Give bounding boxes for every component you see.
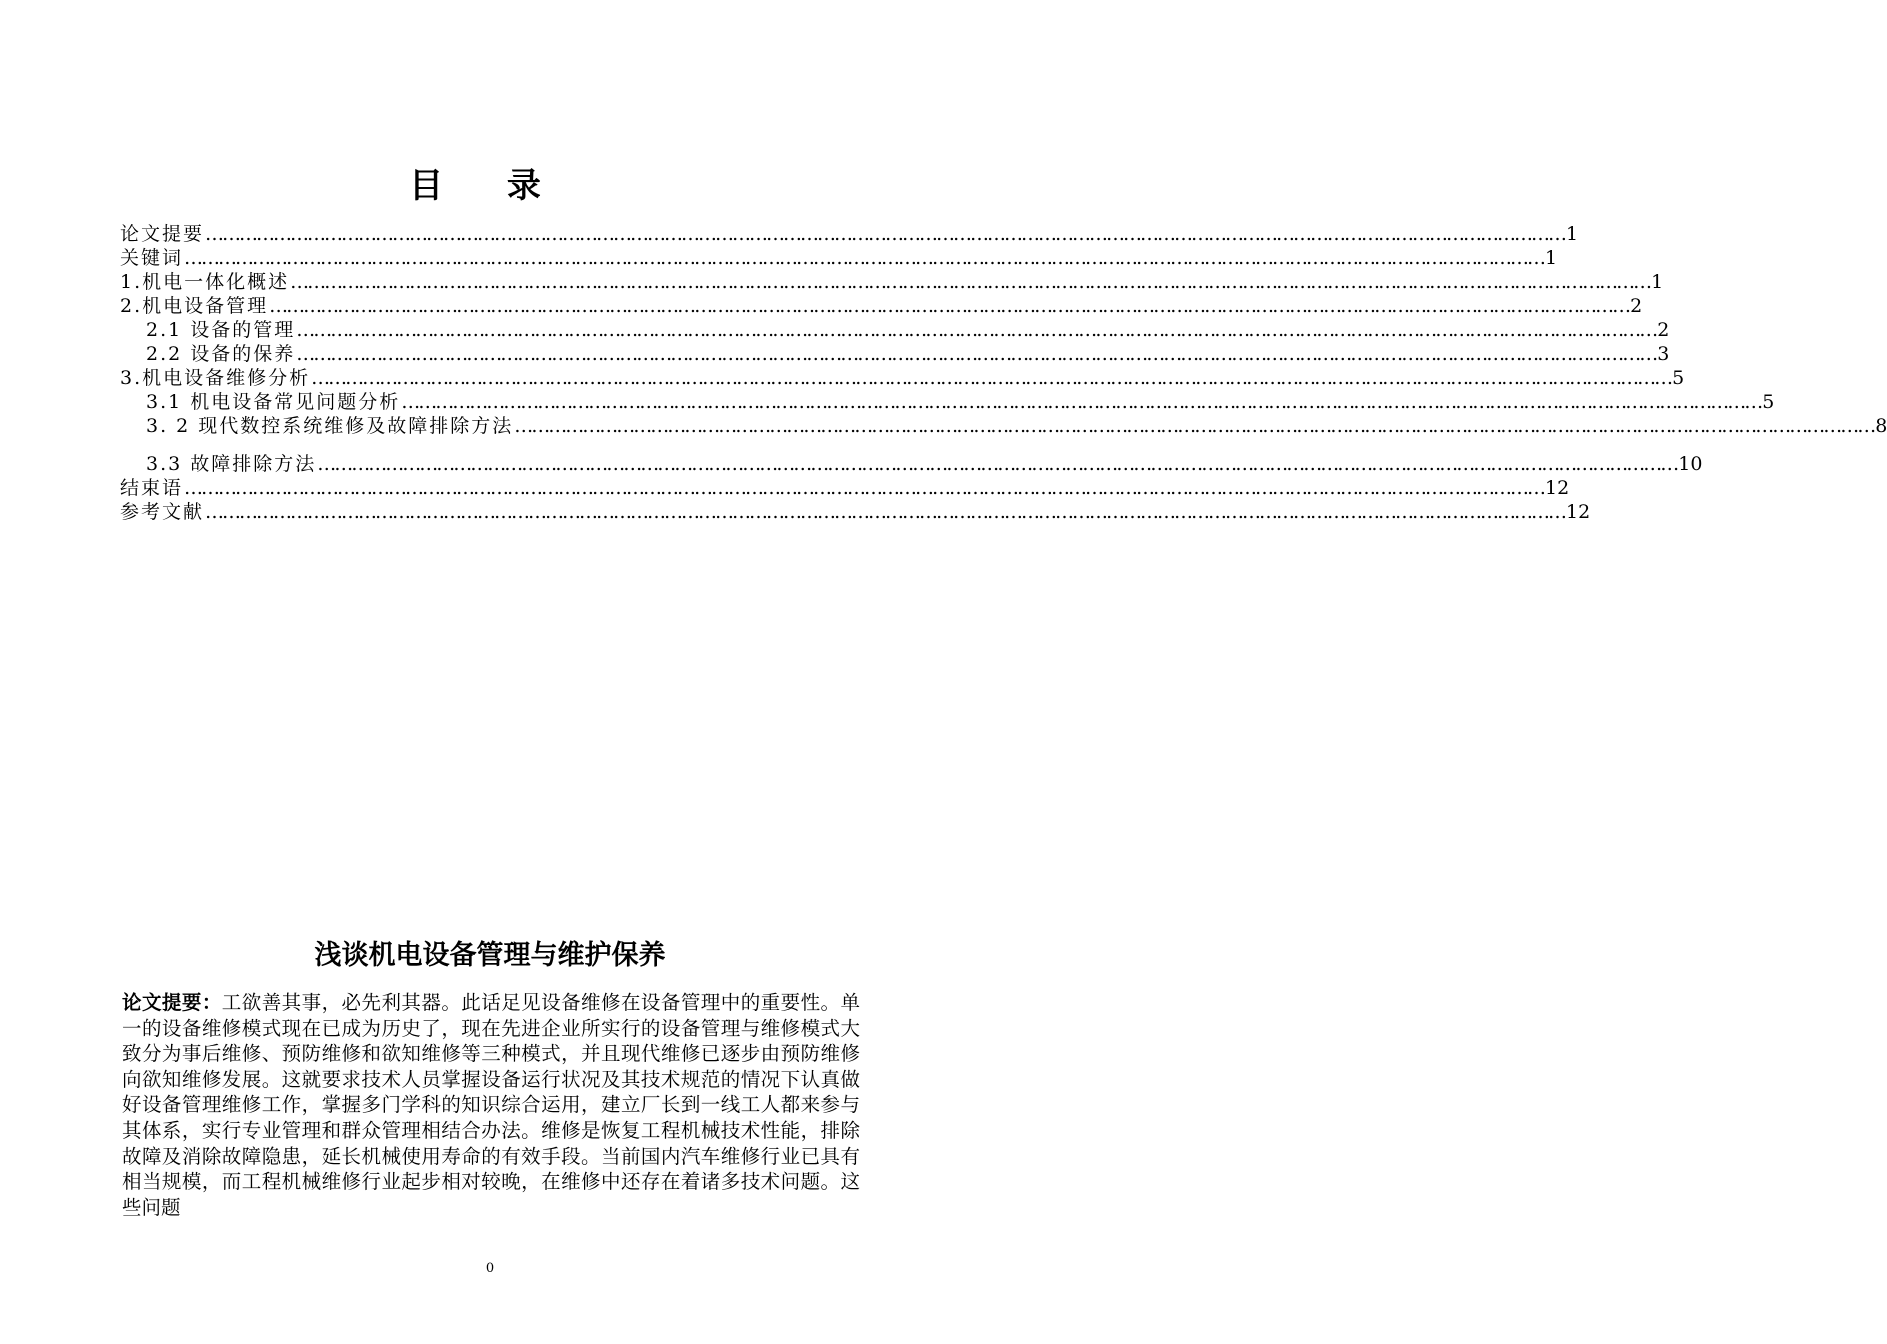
toc-entry[interactable] [120, 246, 1558, 270]
toc-leader-dots: …………………………………………………………………………………………………………………………………………………………………………………………………………………… [514, 415, 1875, 437]
toc-entry-page: 1 [1566, 223, 1579, 245]
toc-entry-page: 2 [1657, 319, 1670, 341]
toc-entry-label: 结束语 [120, 477, 184, 499]
toc-entry-label: 3.机电设备维修分析 [120, 367, 311, 389]
table-of-contents [120, 222, 1887, 524]
toc-entry[interactable] [120, 318, 1670, 342]
toc-entry[interactable] [120, 366, 1685, 390]
toc-entry-label: 3.1 机电设备常见问题分析 [146, 391, 401, 413]
toc-entry-label: 2.1 设备的管理 [146, 319, 296, 341]
toc-entry[interactable] [120, 452, 1703, 476]
toc-entry[interactable] [120, 294, 1643, 318]
toc-leader-dots: …………………………………………………………………………………………………………………………………………………………………………………………………………………… [205, 223, 1566, 245]
toc-entry-label: 3.3 故障排除方法 [146, 453, 317, 475]
toc-leader-dots: …………………………………………………………………………………………………………………………………………………………………………………………………………………… [184, 247, 1545, 269]
toc-leader-dots: …………………………………………………………………………………………………………………………………………………………………………………………………………………… [401, 391, 1762, 413]
toc-entry-label: 1.机电一体化概述 [120, 271, 290, 293]
toc-entry-page: 1 [1651, 271, 1664, 293]
toc-entry[interactable] [120, 222, 1579, 246]
toc-entry[interactable] [120, 342, 1670, 366]
toc-leader-dots: …………………………………………………………………………………………………………………………………………………………………………………………………………………… [269, 295, 1630, 317]
toc-entry-page: 10 [1678, 453, 1703, 475]
toc-entry-label: 2.机电设备管理 [120, 295, 269, 317]
toc-entry-page: 1 [1545, 247, 1558, 269]
toc-leader-dots: …………………………………………………………………………………………………………………………………………………………………………………………………………………… [311, 367, 1672, 389]
abstract-paragraph [122, 990, 860, 1220]
toc-entry-label: 论文提要 [120, 223, 205, 245]
toc-title: 目 录 [409, 166, 567, 206]
toc-entry-page: 8 [1875, 415, 1887, 437]
toc-entry-label: 2.2 设备的保养 [146, 343, 296, 365]
toc-entry-page: 5 [1672, 367, 1685, 389]
abstract-text: 工欲善其事，必先利其器。此话足见设备维修在设备管理中的重要性。单一的设备维修模式现在已成为历史了，现在先进企业所实行的设备管理与维修模式大致分为事后维修、预防维修和欲知维修等三种模式，并且现代维修已逐步由预防维修向欲知维修发展。这就要求技术人员掌握设备运行状况及其技术规范的情况下认真做好设备管理维修工作，掌握多门学科的知识综合运用，建立厂长到一线工人都来参与其体系，实行专业管理和群众管理相结合办法。维修是恢复工程机械技术性能，排除故障及消除故障隐患，延长机械使用寿命的有效手段。当前国内汽车维修行业已具有相当规模，而工程机械维修行业起步相对较晚，在维修中还存在着诸多技术问题。这些问题 [122, 991, 860, 1219]
page-number: 0 [485, 1261, 495, 1276]
toc-entry[interactable] [120, 390, 1775, 414]
toc-entry-page: 12 [1566, 501, 1591, 523]
toc-entry-page: 12 [1545, 477, 1570, 499]
toc-leader-dots: …………………………………………………………………………………………………………………………………………………………………………………………………………………… [205, 501, 1566, 523]
toc-leader-dots: …………………………………………………………………………………………………………………………………………………………………………………………………………………… [296, 343, 1657, 365]
paper-title: 浅谈机电设备管理与维护保养 [314, 940, 666, 971]
toc-entry[interactable] [120, 414, 1887, 438]
toc-entry[interactable] [120, 476, 1570, 500]
toc-leader-dots: …………………………………………………………………………………………………………………………………………………………………………………………………………………… [317, 453, 1678, 475]
toc-entry-page: 3 [1657, 343, 1670, 365]
toc-entry[interactable] [120, 270, 1664, 294]
toc-entry-page: 2 [1630, 295, 1643, 317]
toc-entry[interactable] [120, 500, 1591, 524]
toc-leader-dots: …………………………………………………………………………………………………………………………………………………………………………………………………………………… [296, 319, 1657, 341]
toc-leader-dots: …………………………………………………………………………………………………………………………………………………………………………………………………………………… [290, 271, 1651, 293]
toc-entry-label: 关键词 [120, 247, 184, 269]
abstract-label: 论文提要： [122, 991, 222, 1014]
toc-entry-label: 参考文献 [120, 501, 205, 523]
toc-entry-page: 5 [1762, 391, 1775, 413]
toc-entry-label: 3. 2 现代数控系统维修及故障排除方法 [146, 415, 514, 437]
toc-leader-dots: …………………………………………………………………………………………………………………………………………………………………………………………………………………… [184, 477, 1545, 499]
